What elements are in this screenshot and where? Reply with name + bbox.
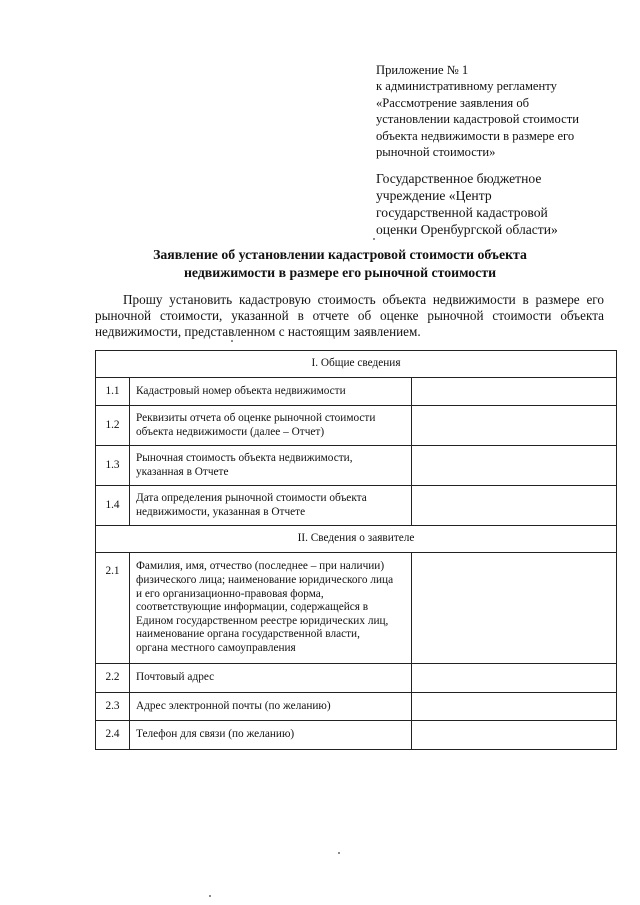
scan-speck [373, 238, 375, 240]
row-number: 2.1 [96, 553, 130, 664]
annex-line: «Рассмотрение заявления об [376, 95, 530, 110]
annex-line: объекта недвижимости в размере его [376, 128, 575, 143]
row-label-line: Кадастровый номер объекта недвижимости [136, 384, 346, 397]
row-label-line: Едином государственном реестре юридических лиц, [136, 614, 389, 627]
table-row [96, 553, 617, 664]
row-label [130, 693, 412, 721]
section-header-row [96, 526, 617, 553]
section-title-applicant: II. Сведения о заявителе [96, 526, 617, 553]
addressee-line: учреждение «Центр [376, 188, 492, 203]
row-label-line: физического лица; наименование юридического лица [136, 574, 394, 587]
addressee-block [376, 170, 616, 238]
applicant-name-field[interactable] [412, 553, 617, 664]
row-label-line: недвижимости, указанная в Отчете [136, 505, 306, 518]
report-details-field[interactable] [412, 406, 617, 446]
row-number: 2.4 [96, 721, 130, 750]
table-row [96, 486, 617, 526]
table-row [96, 378, 617, 406]
row-label-line: и его организационно-правовая форма, [136, 587, 324, 600]
annex-line: установлении кадастровой стоимости [376, 112, 579, 127]
addressee-line: государственной кадастровой [376, 205, 548, 220]
valuation-date-field[interactable] [412, 486, 617, 526]
row-label [130, 446, 412, 486]
row-label [130, 553, 412, 664]
scan-speck [209, 895, 211, 897]
intro-line: недвижимости, представленном с настоящим заявлением. [95, 324, 421, 340]
scan-speck [338, 852, 340, 854]
intro-line: Прошу установить кадастровую стоимость объекта недвижимости в размере его [123, 292, 604, 307]
table-row [96, 664, 617, 693]
row-label [130, 378, 412, 406]
postal-address-field[interactable] [412, 664, 617, 693]
row-label-line: указанная в Отчете [136, 465, 229, 478]
row-number: 1.2 [96, 406, 130, 446]
row-label-line: Адрес электронной почты (по желанию) [136, 699, 331, 712]
row-label-line: Рыночная стоимость объекта недвижимости, [136, 451, 353, 464]
cadastral-number-field[interactable] [412, 378, 617, 406]
annex-line: к административному регламенту [376, 79, 557, 94]
email-field[interactable] [412, 693, 617, 721]
row-number: 1.1 [96, 378, 130, 406]
application-form-table [95, 350, 617, 750]
row-label-line: Реквизиты отчета об оценке рыночной стоимости [136, 411, 376, 424]
row-number: 1.4 [96, 486, 130, 526]
phone-field[interactable] [412, 721, 617, 750]
table-row [96, 721, 617, 750]
table-row [96, 693, 617, 721]
section-title-general: I. Общие сведения [96, 351, 617, 378]
row-number: 1.3 [96, 446, 130, 486]
row-number: 2.3 [96, 693, 130, 721]
row-label-line: Фамилия, имя, отчество (последнее – при наличии) [136, 560, 385, 573]
row-label-line: соответствующие информации, содержащейся в [136, 601, 369, 614]
section-header-row [96, 351, 617, 378]
row-label-line: объекта недвижимости (далее – Отчет) [136, 425, 325, 438]
row-number: 2.2 [96, 664, 130, 693]
row-label [130, 486, 412, 526]
title-line: недвижимости в размере его рыночной стоимости [183, 264, 497, 280]
row-label-line: Дата определения рыночной стоимости объекта [136, 491, 367, 504]
document-title [60, 246, 620, 281]
market-value-field[interactable] [412, 446, 617, 486]
row-label-line: Телефон для связи (по желанию) [136, 728, 295, 741]
table-row [96, 446, 617, 486]
title-line: Заявление об установлении кадастровой стоимости объекта [153, 247, 527, 262]
annex-line: рыночной стоимости» [376, 145, 496, 160]
row-label [130, 664, 412, 693]
row-label-line: органа местного самоуправления [136, 641, 296, 654]
row-label-line: наименование органа государственной власти, [136, 628, 360, 641]
intro-line: рыночной стоимости, указанной в отчете об оценке рыночной стоимости объекта [95, 308, 604, 324]
annex-line: Приложение № 1 [376, 63, 469, 77]
addressee-line: Государственное бюджетное [376, 171, 542, 186]
row-label [130, 721, 412, 750]
row-label-line: Почтовый адрес [136, 671, 215, 684]
scan-speck [231, 340, 233, 342]
annex-header [376, 62, 616, 160]
addressee-line: оценки Оренбургской области» [376, 222, 558, 237]
intro-paragraph [95, 292, 604, 341]
table-row [96, 406, 617, 446]
row-label [130, 406, 412, 446]
